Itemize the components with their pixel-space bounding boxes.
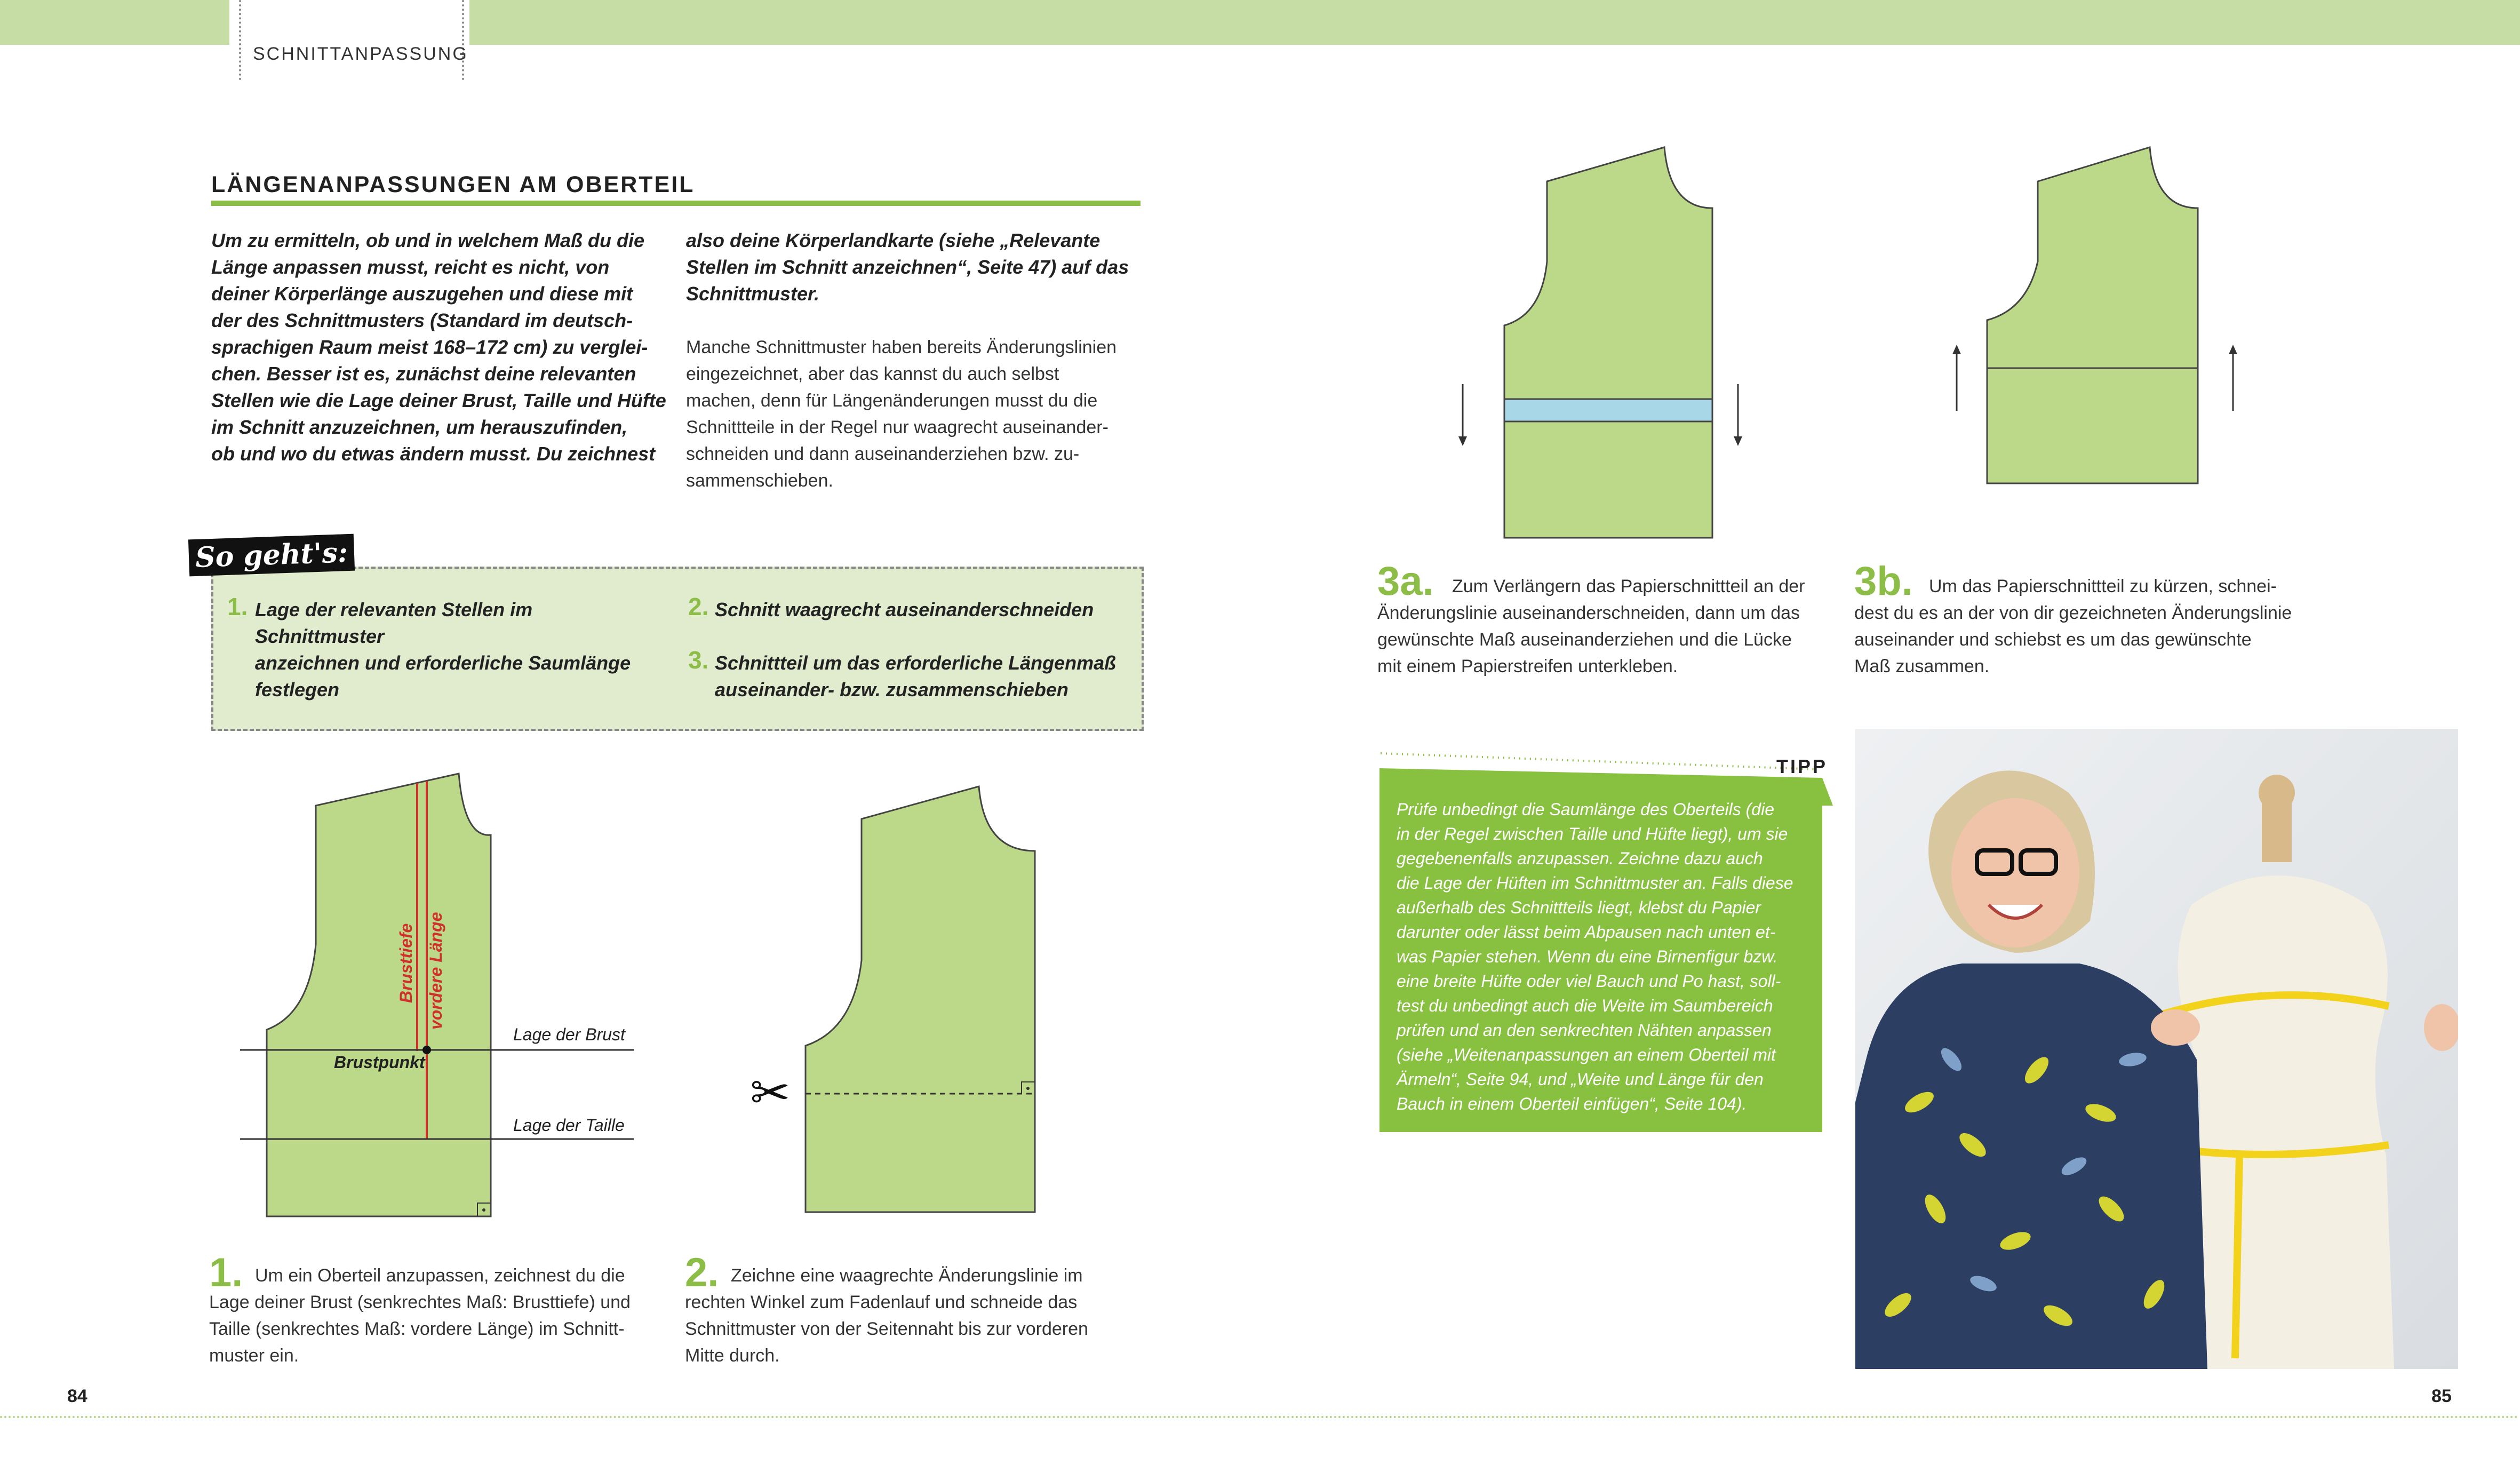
tip-line: Bauch in einem Oberteil einfügen“, Seite 104). (1397, 1094, 1747, 1113)
pattern-piece-top (1504, 147, 1712, 399)
dress-form-neck (2262, 803, 2292, 862)
caption-2 (685, 1250, 1138, 1369)
caption-line: mit einem Papierstreifen unterkleben. (1377, 656, 1678, 676)
tip-line: eine breite Hüfte oder viel Bauch und Po hast, soll- (1397, 972, 1781, 991)
diagram-2-pattern (747, 779, 1046, 1222)
tip-line: in der Regel zwischen Taille und Hüfte liegt), um sie (1397, 824, 1788, 843)
caption-line: rechten Winkel zum Fadenlauf und schneide das (685, 1292, 1078, 1312)
diagram-3b-pattern (1931, 128, 2262, 501)
tip-line: prüfen und an den senkrechten Nähten anpassen (1397, 1021, 1772, 1040)
caption-number: 3a. (1377, 559, 1434, 604)
intro-line: ob und wo du etwas ändern musst. Du zeichnest (211, 443, 656, 465)
caption-line: Taille (senkrechtes Maß: vordere Länge) im Schnitt- (209, 1319, 625, 1339)
woman-hand (2151, 1009, 2200, 1046)
step-3 (688, 646, 1131, 703)
section-title-rule (211, 201, 1141, 206)
tip-line: (siehe „Weitenanpassungen an einem Oberteil mit (1397, 1045, 1776, 1064)
header-divider-right (462, 0, 464, 80)
intro-line: Schnittmuster. (686, 283, 820, 305)
arrow-down-left-head (1458, 436, 1467, 446)
intro-line: deiner Körperlänge auszugehen und diese mit (211, 283, 633, 305)
label-brustpunkt: Brustpunkt (334, 1053, 425, 1072)
step-number: 3. (688, 646, 709, 674)
tip-line: test du unbedingt auch die Weite im Saumbereich (1397, 996, 1773, 1015)
header-label: SCHNITTANPASSUNG (253, 44, 468, 64)
step-line: anzeichnen und erforderliche Saumlänge (255, 652, 631, 674)
right-angle-dot (1026, 1087, 1030, 1090)
step-1 (227, 593, 665, 703)
step-line: Schnittteil um das erforderliche Längenmaß (715, 652, 1117, 674)
dress-form-body (2178, 875, 2394, 1369)
label-vordere-laenge: vordere Länge (426, 912, 445, 1030)
tip-line: was Papier stehen. Wenn du eine Birnenfigur bzw. (1397, 947, 1778, 966)
pattern-piece-top (1987, 147, 2198, 368)
tip-label: TIPP (1776, 755, 1828, 777)
arrow-up-left-head (1952, 345, 1961, 354)
tip-line: außerhalb des Schnittteils liegt, klebst du Papier (1397, 898, 1761, 917)
tip-line: gegebenenfalls anzupassen. Zeichne dazu auch (1397, 849, 1763, 868)
label-taille: Lage der Taille (513, 1116, 625, 1135)
header-divider-left (239, 0, 241, 80)
tip-line: Ärmeln“, Seite 94, und „Weite und Länge für den (1397, 1070, 1764, 1089)
caption-line: Um ein Oberteil anzupassen, zeichnest du die (255, 1265, 625, 1286)
intro-line: im Schnitt anzuzeichnen, um herauszufinden, (211, 416, 628, 438)
intro-left (211, 227, 681, 467)
body-line: Schnittteile in der Regel nur waagrecht auseinander- (686, 417, 1109, 437)
intro-line: chen. Besser ist es, zunächst deine relevanten (211, 363, 636, 385)
pattern-piece-bottom (1504, 421, 1712, 538)
caption-line: Mitte durch. (685, 1345, 780, 1366)
pattern-piece (806, 786, 1035, 1212)
body-line: sammenschieben. (686, 471, 833, 491)
caption-line: Lage deiner Brust (senkrechtes Maß: Brusttiefe) und (209, 1292, 631, 1312)
pattern-piece (267, 774, 491, 1216)
tip-line: Prüfe unbedingt die Saumlänge des Oberteils (die (1397, 800, 1774, 819)
caption-line: Maß zusammen. (1854, 656, 1990, 676)
section-title: LÄNGENANPASSUNGEN AM OBERTEIL (211, 172, 695, 197)
caption-number: 3b. (1854, 559, 1913, 604)
step-line: Schnitt waagrecht auseinanderschneiden (715, 599, 1094, 620)
caption-line: Zeichne eine waagrechte Änderungslinie im (731, 1265, 1083, 1286)
intro-right (686, 227, 1145, 307)
arrow-down-right-head (1734, 436, 1742, 446)
caption-3b (1854, 561, 2324, 680)
tip-text (1397, 797, 1823, 1116)
footer-dotted-rule (0, 1416, 2520, 1418)
pattern-piece-bottom (1987, 368, 2198, 483)
intro-line: Stellen wie die Lage deiner Brust, Taille und Hüfte (211, 389, 666, 411)
intro-line: sprachigen Raum meist 168–172 cm) zu verglei- (211, 336, 648, 358)
intro-line: also deine Körperlandkarte (siehe „Relevante (686, 229, 1100, 251)
page-number-left: 84 (67, 1386, 87, 1406)
top-bar-right (469, 0, 2520, 45)
step-line: festlegen (255, 679, 340, 700)
measuring-tape-hang (2235, 1156, 2239, 1358)
dress-form-knob (2259, 775, 2295, 811)
tip-line: darunter oder lässt beim Abpausen nach unten et- (1397, 922, 1776, 942)
tip-line: die Lage der Hüften im Schnittmuster an. Falls diese (1397, 873, 1793, 893)
intro-line: Länge anpassen musst, reicht es nicht, von (211, 256, 610, 278)
arrow-up-right-head (2229, 345, 2237, 354)
intro-line: Stellen im Schnitt anzeichnen“, Seite 47) auf das (686, 256, 1129, 278)
step-number: 1. (227, 593, 248, 620)
top-bar-left (0, 0, 229, 45)
intro-line: Um zu ermitteln, ob und in welchem Maß du die (211, 229, 645, 251)
body-line: Manche Schnittmuster haben bereits Änderungslinien (686, 337, 1117, 357)
step-line: Lage der relevanten Stellen im Schnittmuster (255, 599, 533, 647)
woman-face (1951, 798, 2079, 947)
photo-woman-dress-form (1855, 729, 2458, 1369)
step-2 (688, 593, 1131, 623)
caption-line: auseinander und schiebst es um das gewünschte (1854, 630, 2252, 650)
caption-line: muster ein. (209, 1345, 299, 1366)
scissors-icon: ✂ (750, 1065, 791, 1121)
caption-line: dest du es an der von dir gezeichneten Änderungslinie (1854, 603, 2292, 623)
body-line: machen, denn für Längenänderungen musst du die (686, 391, 1098, 411)
label-brust: Lage der Brust (513, 1025, 625, 1044)
step-number: 2. (688, 593, 709, 620)
intro-line: der des Schnittmusters (Standard im deutsch- (211, 309, 633, 331)
diagram-1-pattern (224, 763, 661, 1222)
caption-line: Änderungslinie auseinanderschneiden, dann um das (1377, 603, 1800, 623)
how-to-badge: So geht's: (188, 534, 355, 577)
body-line: eingezeichnet, aber das kannst du auch selbst (686, 364, 1059, 384)
body-line: schneiden und dann auseinanderziehen bzw. zu- (686, 444, 1080, 464)
caption-number: 1. (209, 1250, 243, 1295)
body-right (686, 334, 1145, 494)
step-line: auseinander- bzw. zusammenschieben (715, 679, 1068, 700)
caption-3a (1377, 561, 1836, 680)
caption-line: Schnittmuster von der Seitennaht bis zur vorderen (685, 1319, 1088, 1339)
right-angle-dot (482, 1208, 485, 1212)
page-number-right: 85 (2431, 1386, 2452, 1406)
caption-1 (209, 1250, 663, 1369)
caption-number: 2. (685, 1250, 719, 1295)
paper-strip (1504, 399, 1712, 421)
diagram-3a-pattern (1435, 128, 1766, 550)
caption-line: gewünschte Maß auseinanderziehen und die Lücke (1377, 630, 1792, 650)
caption-line: Zum Verlängern das Papierschnittteil an der (1452, 576, 1805, 596)
caption-line: Um das Papierschnittteil zu kürzen, schnei- (1929, 576, 2277, 596)
label-brusttiefe: Brusttiefe (396, 923, 416, 1003)
